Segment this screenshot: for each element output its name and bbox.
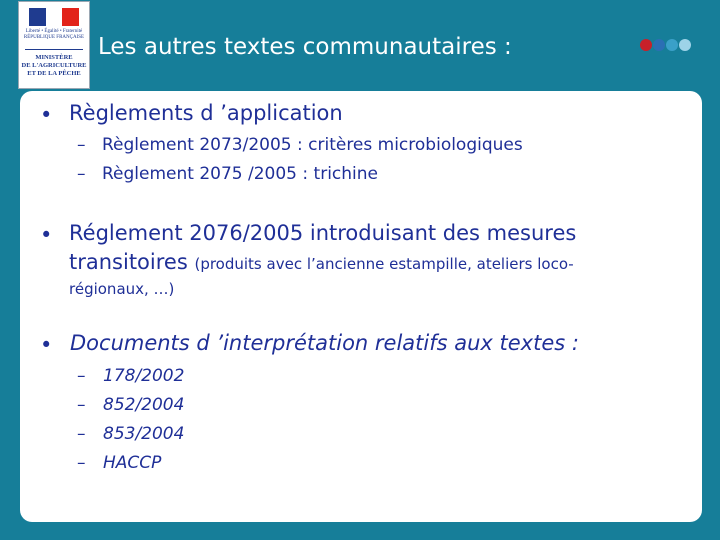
sub-bullet-dash: – xyxy=(77,164,86,184)
slide-title: Les autres textes communautaires : xyxy=(98,34,512,60)
bullet-marker: • xyxy=(40,223,53,247)
sub-bullet-dash: – xyxy=(77,424,86,444)
sub-bullet-dash: – xyxy=(77,395,86,415)
bullet-marker: • xyxy=(40,333,53,357)
bullet-interpretation-documents: Documents d ’interprétation relatifs aux textes : xyxy=(70,331,579,355)
decorative-dots xyxy=(640,39,691,51)
sub-item-178-2002: 178/2002 xyxy=(103,366,185,386)
sub-bullet-dash: – xyxy=(77,135,86,155)
sub-item-2075: Règlement 2075 /2005 : trichine xyxy=(102,164,378,184)
sub-item-haccp: HACCP xyxy=(103,453,162,473)
transitional-word: transitoires xyxy=(69,250,188,274)
decor-dot-light-blue xyxy=(679,39,691,51)
ministry-logo xyxy=(18,1,90,89)
bullet-marker: • xyxy=(40,103,53,127)
sub-item-2073: Règlement 2073/2005 : critères microbiologiques xyxy=(102,135,523,155)
decor-dot-mid-blue xyxy=(666,39,678,51)
sub-bullet-dash: – xyxy=(77,453,86,473)
sub-bullet-dash: – xyxy=(77,366,86,386)
sub-item-853-2004: 853/2004 xyxy=(103,424,185,444)
bullet-regulation-2076-line3: régionaux, …) xyxy=(69,280,175,298)
bullet-regulation-2076-line1: Réglement 2076/2005 introduisant des mesures xyxy=(69,221,577,245)
bullet-regulation-2076-line2 xyxy=(69,250,574,274)
decor-dot-blue xyxy=(653,39,665,51)
french-flag-emblem xyxy=(29,8,79,26)
bullet-regulations-application: Règlements d ’application xyxy=(69,101,343,125)
republic-motto: Liberté • Égalité • Fraternité RÉPUBLIQUE FRANÇAISE xyxy=(23,29,85,40)
content-panel xyxy=(20,91,702,522)
sub-item-852-2004: 852/2004 xyxy=(103,395,185,415)
products-note: (produits avec l’ancienne estampille, ateliers loco- xyxy=(194,255,574,273)
ministry-name: MINISTÈRE DE L'AGRICULTURE ET DE LA PÊCHE xyxy=(21,54,87,77)
decor-dot-red xyxy=(640,39,652,51)
